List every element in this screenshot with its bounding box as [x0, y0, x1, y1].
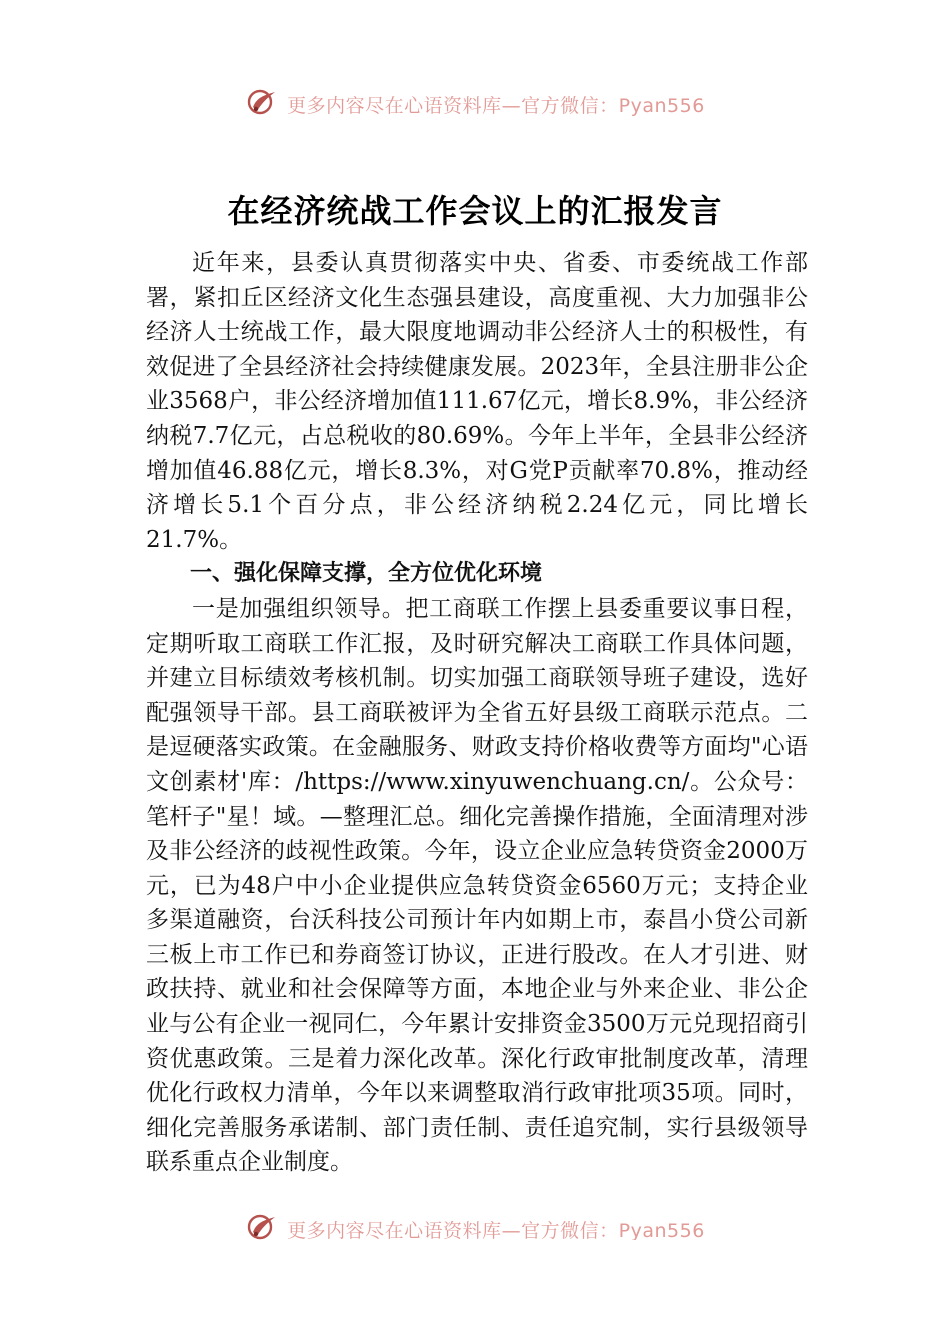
ink-brush-logo-icon — [245, 1212, 279, 1240]
paragraph-section-1: 一是加强组织领导。把工商联工作摆上县委重要议事日程，定期听取工商联工作汇报，及时研究解决工商联工作具体问题，并建立目标绩效考核机制。切实加强工商联领导班子建设，选好配强领导干部。县工商联被评为全省五好县级工商联示范点。二是逗硬落实政策。在金融服务、财政支持价格收费等方面均"心语文创素材'库：/https://www.xinyuwenchuang.cn/。公众号：笔杆子"星！域。—整理汇总。细化完善操作措施，全面清理对涉及非公经济的歧视性政策。今年，设立企业应急转贷资金2000万元，已为48户中小企业提供应急转贷资金6560万元；支持企业多渠道融资，台沃科技公司预计年内如期上市，泰昌小贷公司新三板上市工作已和券商签订协议，正进行股改。在人才引进、财政扶持、就业和社会保障等方面，本地企业与外来企业、非公企业与公有企业一视同仁，今年累计安排资金3500万元兑现招商引资优惠政策。三是着力深化改革。深化行政审批制度改革，清理优化行政权力清单，今年以来调整取消行政审批项35项。同时，细化完善服务承诺制、部门责任制、责任追究制，实行县级领导联系重点企业制度。 — [146, 595, 808, 1176]
section-heading-1: 一、强化保障支撑，全方位优化环境 — [190, 561, 543, 587]
document-body — [146, 246, 808, 1180]
watermark-text: 更多内容尽在心语资料库—官方微信：Pyan556 — [287, 1219, 705, 1240]
document-title: 在经济统战工作会议上的汇报发言 — [227, 192, 723, 230]
ink-brush-logo-icon — [245, 87, 279, 121]
watermark-text: 更多内容尽在心语资料库—官方微信：Pyan556 — [287, 94, 705, 117]
paragraph-intro: 近年来，县委认真贯彻落实中央、省委、市委统战工作部署，紧扣丘区经济文化生态强县建设，高度重视、大力加强非公经济人士统战工作，最大限度地调动非公经济人士的积极性，有效促进了全县经济社会持续健康发展。2023年，全县注册非公企业3568户，非公经济增加值111.67亿元，增长8.9%，非公经济纳税7.7亿元，占总税收的80.69%。今年上半年，全县非公经济增加值46.88亿元，增长8.3%，对G党P贡献率70.8%，推动经济增长5.1个百分点，非公经济纳税2.24亿元，同比增长21.7%。 — [146, 250, 808, 553]
header-watermark — [0, 84, 950, 124]
footer-watermark — [0, 1206, 950, 1240]
